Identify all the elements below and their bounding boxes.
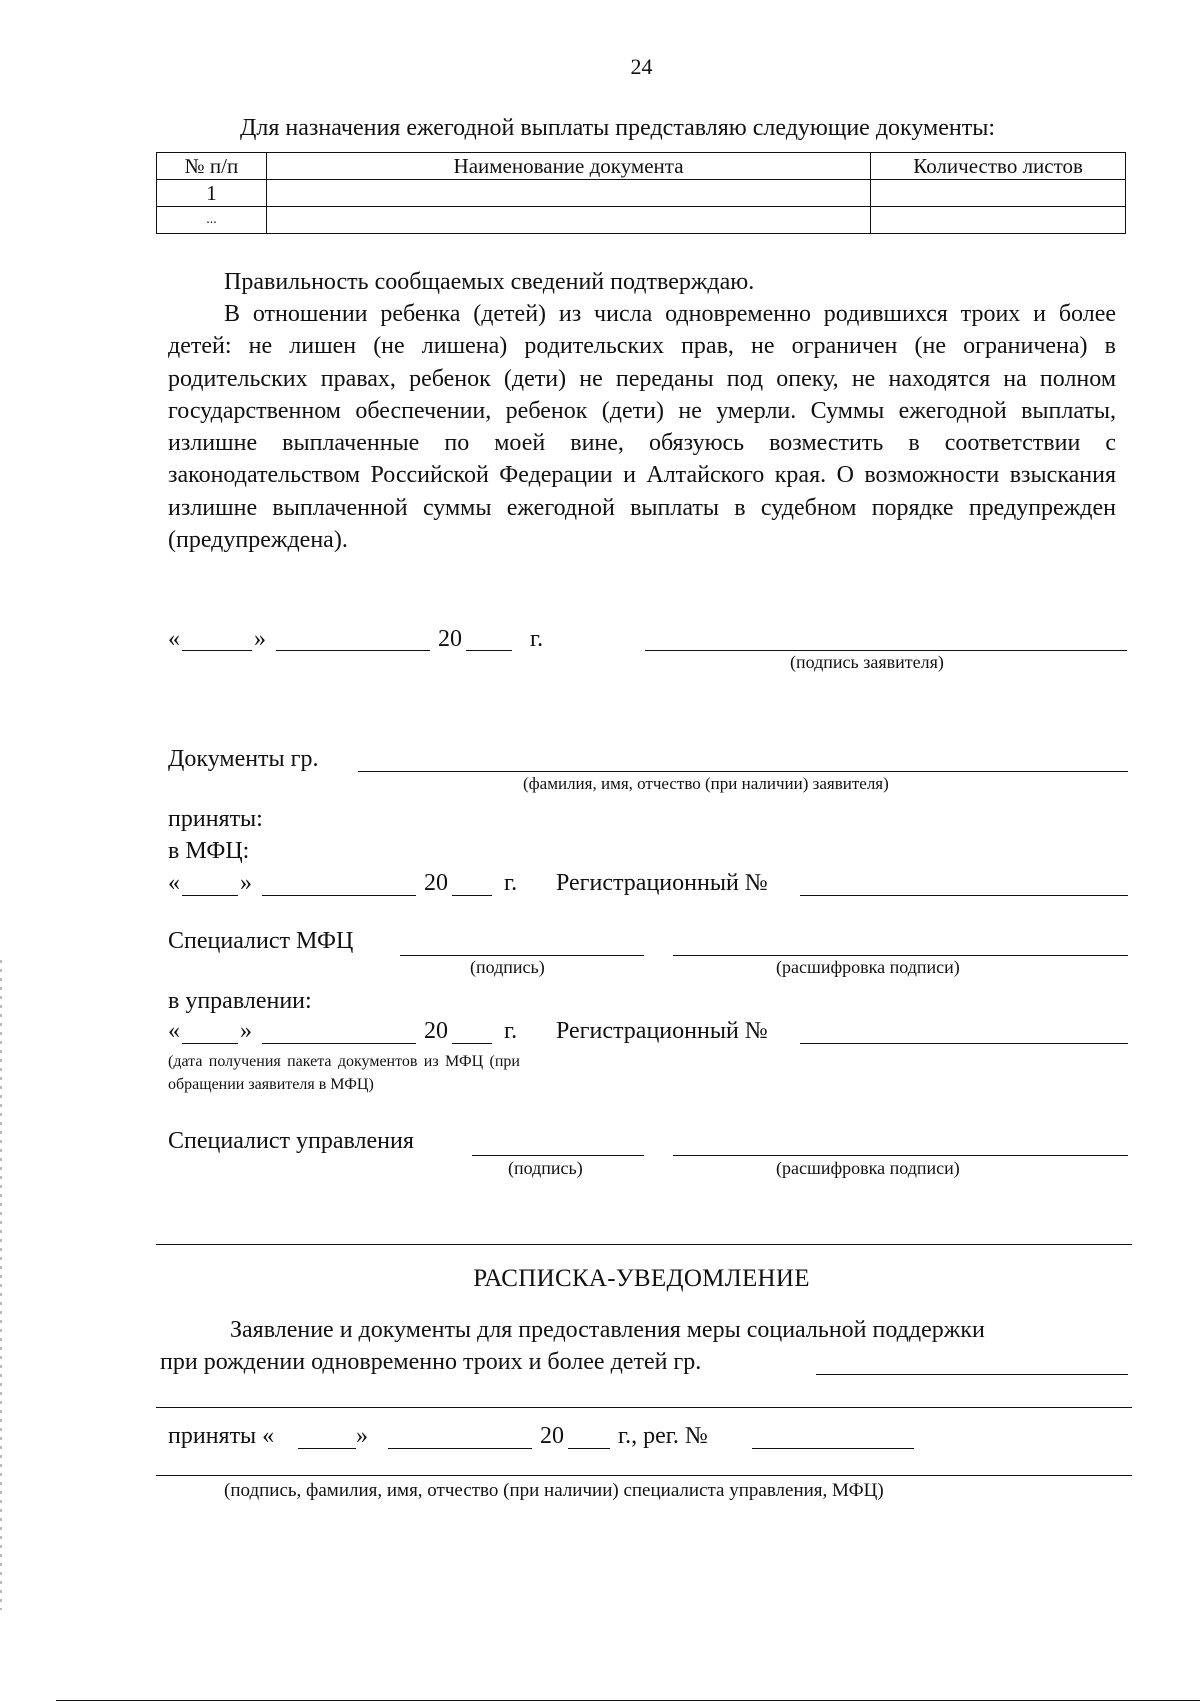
mfc-date-day-field[interactable] bbox=[182, 895, 238, 896]
dept-date-quote-close: » bbox=[240, 1018, 252, 1044]
mfc-specialist-signature-field[interactable] bbox=[400, 955, 644, 956]
date-year-prefix: 20 bbox=[438, 626, 462, 652]
receipt-text-line2: при рождении одновременно троих и более детей гр. bbox=[160, 1349, 702, 1375]
table-row bbox=[157, 180, 1126, 207]
dept-signature-decoding-caption: (расшифровка подписи) bbox=[776, 1158, 960, 1178]
date-month-field[interactable] bbox=[276, 650, 430, 651]
table-header-row bbox=[157, 153, 1126, 180]
documents-label: Документы гр. bbox=[168, 746, 319, 772]
table-cell[interactable] bbox=[266, 207, 870, 234]
applicant-name-caption: (фамилия, имя, отчество (при наличии) заявителя) bbox=[523, 774, 889, 793]
dept-specialist-name-field[interactable] bbox=[673, 1155, 1128, 1156]
mfc-signature-caption: (подпись) bbox=[470, 957, 545, 977]
confirm-text: Правильность сообщаемых сведений подтверждаю. bbox=[224, 269, 755, 295]
applicant-signature-field[interactable] bbox=[645, 650, 1127, 651]
date-quote-open: « bbox=[168, 626, 180, 652]
applicant-signature-caption: (подпись заявителя) bbox=[790, 652, 944, 672]
receipt-date-day-field[interactable] bbox=[298, 1448, 356, 1449]
date-day-field[interactable] bbox=[182, 650, 252, 651]
table-cell: ... bbox=[157, 207, 267, 234]
cut-line-divider bbox=[156, 1244, 1132, 1245]
table-header-cell: № п/п bbox=[157, 153, 267, 180]
receipt-date-month-field[interactable] bbox=[388, 1448, 532, 1449]
mfc-specialist-name-field[interactable] bbox=[673, 955, 1128, 956]
receipt-date-year-field[interactable] bbox=[568, 1448, 610, 1449]
dept-registration-field[interactable] bbox=[800, 1043, 1128, 1044]
documents-table bbox=[156, 152, 1126, 234]
accepted-label: приняты: bbox=[168, 806, 263, 832]
dept-specialist-signature-field[interactable] bbox=[472, 1155, 644, 1156]
dept-date-year-prefix: 20 bbox=[424, 1018, 448, 1044]
dept-date-month-field[interactable] bbox=[262, 1043, 416, 1044]
page-number: 24 bbox=[630, 54, 653, 79]
package-date-caption: (дата получения пакета документов из МФЦ (при обращении заявителя в МФЦ) bbox=[168, 1053, 520, 1093]
receipt-bottom-caption: (подпись, фамилия, имя, отчество (при наличии) специалиста управления, МФЦ) bbox=[224, 1480, 884, 1501]
table-cell[interactable] bbox=[871, 207, 1126, 234]
confirm-paragraph bbox=[168, 266, 1116, 298]
mfc-registration-field[interactable] bbox=[800, 895, 1128, 896]
date-year-suffix: г. bbox=[530, 626, 544, 652]
table-header-cell: Количество листов bbox=[871, 153, 1126, 180]
department-label: в управлении: bbox=[168, 988, 312, 1014]
statement-text: В отношении ребенка (детей) из числа одновременно родившихся троих и более детей: не лишен (не лишена) родительских прав, не ограничен (не ограничена) в родительских правах, ребенок (дети) не переданы под опеку, не находятся на полном государственном обеспечении, ребенок (дети) не умерли. Суммы ежегодной выплаты, излишне выплаченные по моей вине, обязуюсь возместить в соответствии с законодательством Российской Федерации и Алтайского края. О возможности взыскания излишне выплаченной суммы ежегодной выплаты в судебном порядке предупрежден (предупреждена). bbox=[168, 301, 1116, 554]
table-cell[interactable] bbox=[266, 180, 870, 207]
receipt-year-suffix: г., рег. № bbox=[618, 1423, 708, 1449]
documents-intro: Для назначения ежегодной выплаты представляю следующие документы: bbox=[240, 115, 995, 141]
statement-paragraph bbox=[168, 298, 1116, 556]
mfc-signature-decoding-caption: (расшифровка подписи) bbox=[776, 957, 960, 977]
table-header-cell: Наименование документа bbox=[266, 153, 870, 180]
department-specialist-label: Специалист управления bbox=[168, 1128, 414, 1154]
mfc-specialist-label: Специалист МФЦ bbox=[168, 928, 354, 954]
dept-date-day-field[interactable] bbox=[182, 1043, 238, 1044]
date-quote-close: » bbox=[254, 626, 266, 652]
mfc-date-quote-open: « bbox=[168, 870, 180, 896]
mfc-date-year-prefix: 20 bbox=[424, 870, 448, 896]
receipt-specialist-field[interactable] bbox=[156, 1475, 1132, 1476]
mfc-date-year-suffix: г. bbox=[504, 870, 518, 896]
dept-date-quote-open: « bbox=[168, 1018, 180, 1044]
dept-registration-label: Регистрационный № bbox=[556, 1018, 768, 1044]
receipt-title: РАСПИСКА-УВЕДОМЛЕНИЕ bbox=[473, 1265, 810, 1292]
mfc-label: в МФЦ: bbox=[168, 838, 250, 864]
table-cell[interactable] bbox=[871, 180, 1126, 207]
dept-date-year-suffix: г. bbox=[504, 1018, 518, 1044]
page-bottom-edge bbox=[56, 1700, 1200, 1701]
mfc-date-quote-close: » bbox=[240, 870, 252, 896]
receipt-accepted-close: » bbox=[356, 1423, 368, 1449]
dept-signature-caption: (подпись) bbox=[508, 1158, 583, 1178]
receipt-text-line1: Заявление и документы для предоставления меры социальной поддержки bbox=[230, 1317, 985, 1343]
receipt-year-prefix: 20 bbox=[540, 1423, 564, 1449]
table-row bbox=[157, 207, 1126, 234]
receipt-accepted-label: приняты « bbox=[168, 1423, 275, 1449]
table-cell: 1 bbox=[157, 180, 267, 207]
receipt-registration-field[interactable] bbox=[752, 1448, 914, 1449]
mfc-registration-label: Регистрационный № bbox=[556, 870, 768, 896]
applicant-name-field[interactable] bbox=[358, 771, 1128, 772]
receipt-applicant-name-continuation[interactable] bbox=[156, 1407, 1132, 1408]
mfc-date-year-field[interactable] bbox=[452, 895, 492, 896]
receipt-applicant-name-field[interactable] bbox=[816, 1374, 1128, 1375]
date-year-field[interactable] bbox=[466, 650, 512, 651]
mfc-date-month-field[interactable] bbox=[262, 895, 416, 896]
dept-date-year-field[interactable] bbox=[452, 1043, 492, 1044]
